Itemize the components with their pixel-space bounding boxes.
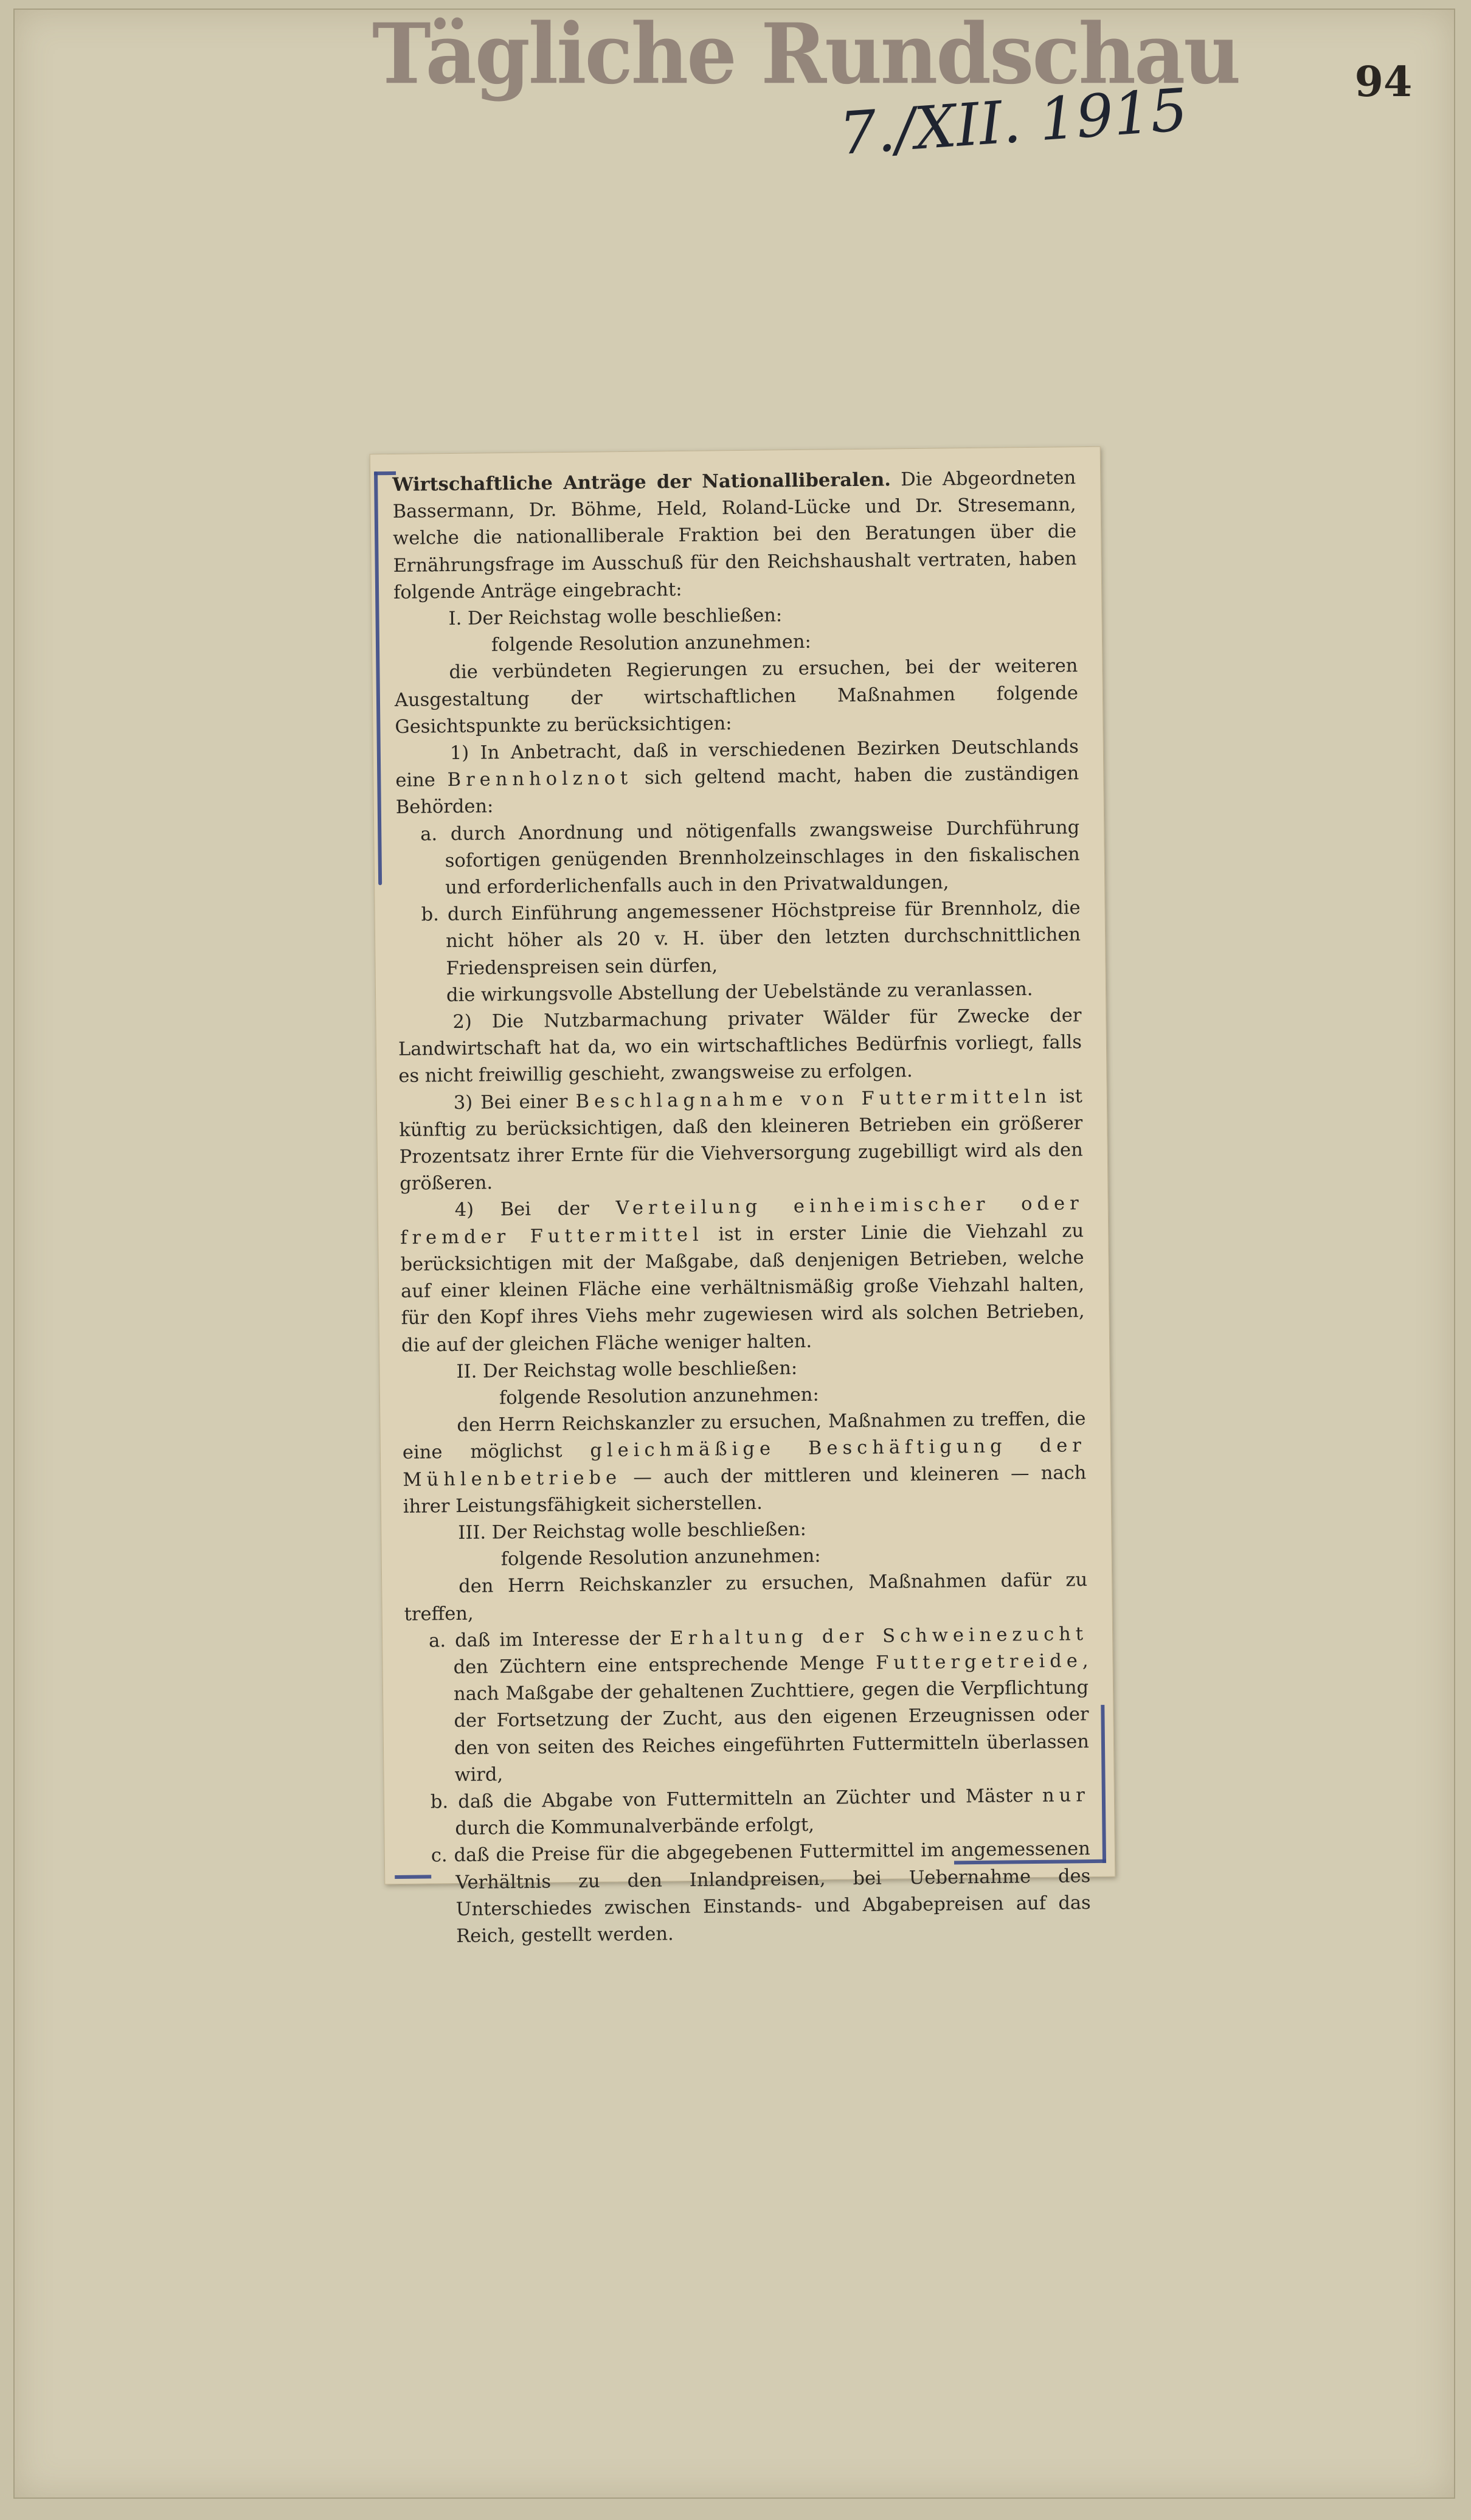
- article-text: 3) Bei einer: [453, 1091, 576, 1114]
- article-paragraph: III. Der Reichstag wolle beschließen:: [458, 1518, 807, 1544]
- article-text: 1) In Anbetracht, daß in verschiedenen Bezirken Deutschlands eine: [395, 736, 1079, 792]
- list-item: [406, 1782, 1090, 1843]
- list-item: a. durch Anordnung und nötigenfalls zwangsweise Durchführung sofortigen genügenden Brennholzeinschlages in den fiskalischen und erforderlichenfalls auch in den Privatwaldungen,: [420, 816, 1080, 899]
- article-headline: Wirtschaftliche Anträge der Nationalliberalen.: [392, 468, 891, 496]
- article-body: [392, 464, 1091, 1947]
- emphasis-spaced: nur: [1042, 1785, 1090, 1807]
- list-item: [404, 1621, 1090, 1789]
- article-text: ist künftig zu berücksichtigen, daß den kleineren Betrieben ein größerer Prozentsatz ihrer Ernte für die Viehversorgung zugebilligt wird als den größeren.: [399, 1085, 1083, 1195]
- emphasis-spaced: gleichmäßige Beschäftigung der Mühlenbetriebe: [403, 1435, 1087, 1491]
- article-text: den Züchtern eine entsprechende Menge: [453, 1652, 876, 1678]
- newspaper-name-stamp: Tägliche Rundschau: [372, 5, 1239, 103]
- article-text: den Herrn Reichskanzler zu ersuchen, Maßnahmen zu treffen, die eine möglichst: [402, 1408, 1086, 1464]
- article-text: Die Abgeordneten Bassermann, Dr. Böhme, Held, Roland-Lücke und Dr. Stresemann, welche die nationalliberale Fraktion bei den Beratungen über die Ernährungsfrage im Ausschuß für den Reichshaushalt vertraten, haben folgende Anträge eingebracht:: [392, 467, 1077, 603]
- article-text: a. daß im Interesse der: [428, 1628, 670, 1652]
- article-paragraph: den Herrn Reichskanzler zu ersuchen, Maßnahmen dafür zu treffen,: [404, 1569, 1088, 1625]
- article-paragraph: 2) Die Nutzbarmachung privater Wälder für Zwecke der Landwirtschaft hat da, wo ein wirtschaftliches Bedürfnis vorliegt, falls es nicht freiwillig geschieht, zwangsweise zu erfolgen.: [398, 1005, 1082, 1088]
- article-paragraph: die verbündeten Regierungen zu ersuchen, bei der weiteren Ausgestaltung der wirtschaftlichen Maßnahmen folgende Gesichtspunkte zu berücksichtigen:: [394, 655, 1079, 738]
- article-paragraph: [400, 1191, 1085, 1359]
- article-text: — auch der mittleren und kleineren — nach ihrer Leistungsfähigkeit sicherstellen.: [403, 1462, 1087, 1518]
- article-paragraph: II. Der Reichstag wolle beschließen:: [456, 1357, 798, 1383]
- article-text: , nach Maßgabe der gehaltenen Zuchttiere, gegen die Verpflichtung der Fortsetzung der Zucht, aus den eigenen Erzeugnissen oder den von seiten des Reiches eingeführten Futtermitteln überlassen wird,: [453, 1650, 1090, 1786]
- article-paragraph: die wirkungsvolle Abstellung der Uebelstände zu veranlassen.: [446, 978, 1033, 1006]
- pencil-margin-mark: [374, 471, 382, 885]
- article-paragraph: folgende Resolution anzunehmen:: [491, 631, 811, 656]
- article-paragraph: folgende Resolution anzunehmen:: [500, 1545, 821, 1571]
- list-item: c. daß die Preise für die abgegebenen Futtermittel im angemessenen Verhältnis zu den Inlandpreisen, bei Uebernahme des Unterschiedes zwischen Einstands- und Abgabepreisen auf das Reich, gestellt werden.: [431, 1838, 1091, 1947]
- article-text: durch die Kommunalverbände erfolgt,: [455, 1814, 815, 1840]
- emphasis-spaced: Erhaltung der Schweinezucht: [670, 1623, 1089, 1650]
- article-paragraph: [392, 464, 1077, 606]
- article-paragraph: [399, 1083, 1084, 1198]
- article-text: ist in erster Linie die Viehzahl zu berücksichtigen mit der Maßgabe, daß denjenigen Betrieben, welche auf einer kleinen Fläche eine verhältnismäßig große Viehzahl halten, für den Kopf ihres Viehs mehr zugewiesen wird als solchen Betrieben, die auf der gleichen Fläche weniger halten.: [400, 1220, 1085, 1356]
- article-text: b. daß die Abgabe von Futtermitteln an Züchter und Mäster: [430, 1785, 1043, 1813]
- article-text: sich geltend macht, haben die zuständigen Behörden:: [395, 763, 1079, 819]
- emphasis-spaced: Beschlagnahme von Futtermitteln: [575, 1086, 1052, 1112]
- newspaper-clipping: [370, 446, 1116, 1947]
- handwritten-date: 7./XII. 1915: [837, 75, 1190, 168]
- list-item: b. durch Einführung angemessener Höchstpreise für Brennholz, die nicht höher als 20 v. H. über den letzten durchschnittlichen Friedenspreisen sein dürfen,: [421, 897, 1081, 979]
- article-paragraph: [402, 1406, 1087, 1521]
- pencil-margin-mark-right: [1101, 1705, 1106, 1863]
- folio-number: 94: [1354, 58, 1413, 106]
- emphasis-spaced: Verteilung einheimischer oder fremder Futtermittel: [400, 1193, 1084, 1249]
- article-paragraph: folgende Resolution anzunehmen:: [499, 1384, 819, 1409]
- emphasis-spaced: Futtergetreide: [875, 1650, 1083, 1674]
- article-paragraph: [395, 734, 1079, 821]
- emphasis-spaced: Brennholznot: [447, 768, 633, 791]
- article-text: 4) Bei der: [454, 1198, 616, 1221]
- article-paragraph: I. Der Reichstag wolle beschließen:: [448, 605, 783, 630]
